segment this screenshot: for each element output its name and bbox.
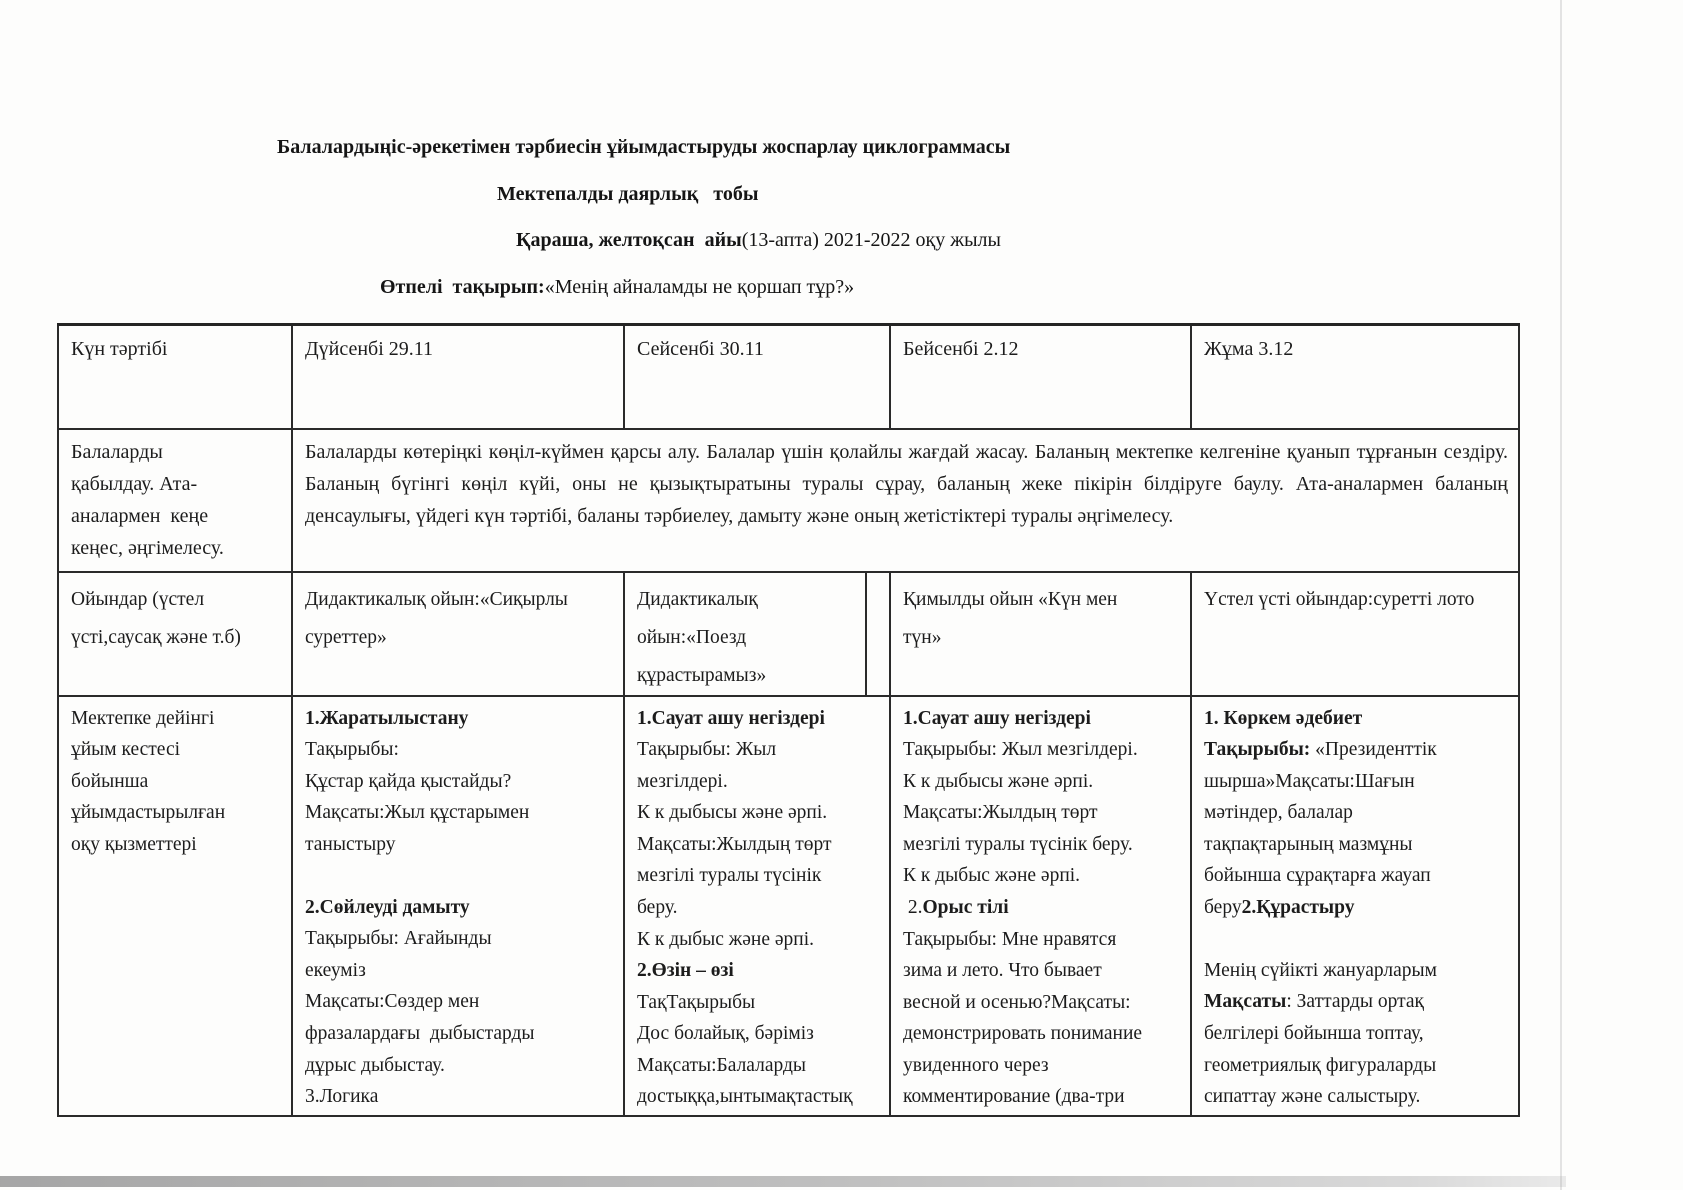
period-subtitle	[516, 229, 1001, 252]
reception-label-cell: Балаларды қабылдау. Ата- аналармен кеңе кеңес, әңгімелесу.	[58, 429, 292, 572]
lessons-tuesday-cell: 1.Сауат ашу негіздері Тақырыбы: Жыл мезгілдері. К к дыбысы және әрпі. Мақсаты:Жылдың төрт мезгілі туралы түсінік беру. К к дыбыс және әрпі. 2.Өзін – өзі ТақТақырыбы Дос болайық, бәріміз Мақсаты:Балаларды достыққа,ынтымақтастық	[624, 696, 890, 1116]
games-tuesday-cell: Дидактикалық ойын:«Поезд құрастырамыз»	[624, 572, 866, 696]
lessons-label-cell: Мектепке дейінгі ұйым кестесі бойынша ұйымдастырылған оқу қызметтері	[58, 696, 292, 1116]
lessons-row	[58, 696, 1519, 1116]
cyclogram-table	[57, 323, 1520, 1117]
period-subtitle-bold: Қараша, желтоқсан айы	[516, 229, 742, 251]
group-subtitle: Мектепалды даярлық тобы	[497, 183, 759, 205]
theme-line-rest: «Менің айналамды не қоршап тұр?»	[544, 276, 855, 298]
reception-content-cell: Балаларды көтеріңкі көңіл-күймен қарсы алу. Балалар үшін қолайлы жағдай жасау. Баланың мектепке келгеніне қуанып тұрғанын сездіру. Баланың бүгінгі көңіл күйі, оны не қызықтыратыны туралы сұрау, баланың жеке пікірін білдіруге баулу. Ата-аналармен баланың денсаулығы, үйдегі күн тәртібі, баланы тәрбиелеу, дамыту және оның жетістіктері туралы әңгімелесу.	[292, 429, 1519, 572]
document-title: Балалардыңіс-әрекетімен тәрбиесін ұйымдастыруды жоспарлау циклограммасы	[277, 136, 1011, 158]
games-label-cell: Ойындар (үстел үсті,саусақ және т.б)	[58, 572, 292, 696]
header-cell-monday: Дүйсенбі 29.11	[292, 325, 624, 429]
games-row	[58, 572, 1519, 696]
lessons-friday-cell: 1. Көркем әдебиет Тақырыбы: «Президенттік шырша»Мақсаты:Шағын мәтіндер, балалар тақпақтарының мазмұны бойынша сұрақтарға жауап беру2.Құрастыру Менің сүйікті жануарларым Мақсаты: Заттарды ортақ белгілері бойынша топтау, геометриялық фигураларды сипаттау және салыстыру.	[1191, 696, 1519, 1116]
reception-row	[58, 429, 1519, 572]
lessons-monday-cell: 1.Жаратылыстану Тақырыбы: Құстар қайда қыстайды? Мақсаты:Жыл құстарымен таныстыру 2.Сөйлеуді дамыту Тақырыбы: Ағайынды екеуміз Мақсаты:Сөздер мен фразалардағы дыбыстарды дұрыс дыбыстау. 3.Логика	[292, 696, 624, 1116]
theme-line-bold: Өтпелі тақырып:	[380, 276, 545, 298]
theme-line	[380, 276, 854, 299]
table-header-row	[58, 325, 1519, 429]
games-monday-cell: Дидактикалық ойын:«Сиқырлы суреттер»	[292, 572, 624, 696]
header-cell-regime: Күн тәртібі	[58, 325, 292, 429]
lessons-thursday-cell: 1.Сауат ашу негіздері Тақырыбы: Жыл мезгілдері. К к дыбысы және әрпі. Мақсаты:Жылдың төрт мезгілі туралы түсінік беру. К к дыбыс және әрпі. 2.Орыс тілі Тақырыбы: Мне нравятся зима и лето. Что бывает весной и осенью?Мақсаты: демонстрировать понимание увиденного через комментирование (два-три	[890, 696, 1191, 1116]
header-cell-friday: Жұма 3.12	[1191, 325, 1519, 429]
games-friday-cell: Үстел үсті ойындар:суретті лото	[1191, 572, 1519, 696]
period-subtitle-rest: (13-апта) 2021-2022 оқу жылы	[741, 229, 1001, 251]
games-empty-cell	[866, 572, 890, 696]
scan-artifact-edge-line	[1560, 0, 1562, 1190]
games-thursday-cell: Қимылды ойын «Күн мен түн»	[890, 572, 1191, 696]
header-cell-thursday: Бейсенбі 2.12	[890, 325, 1191, 429]
scan-artifact-strip	[0, 1176, 1566, 1187]
header-cell-tuesday: Сейсенбі 30.11	[624, 325, 890, 429]
